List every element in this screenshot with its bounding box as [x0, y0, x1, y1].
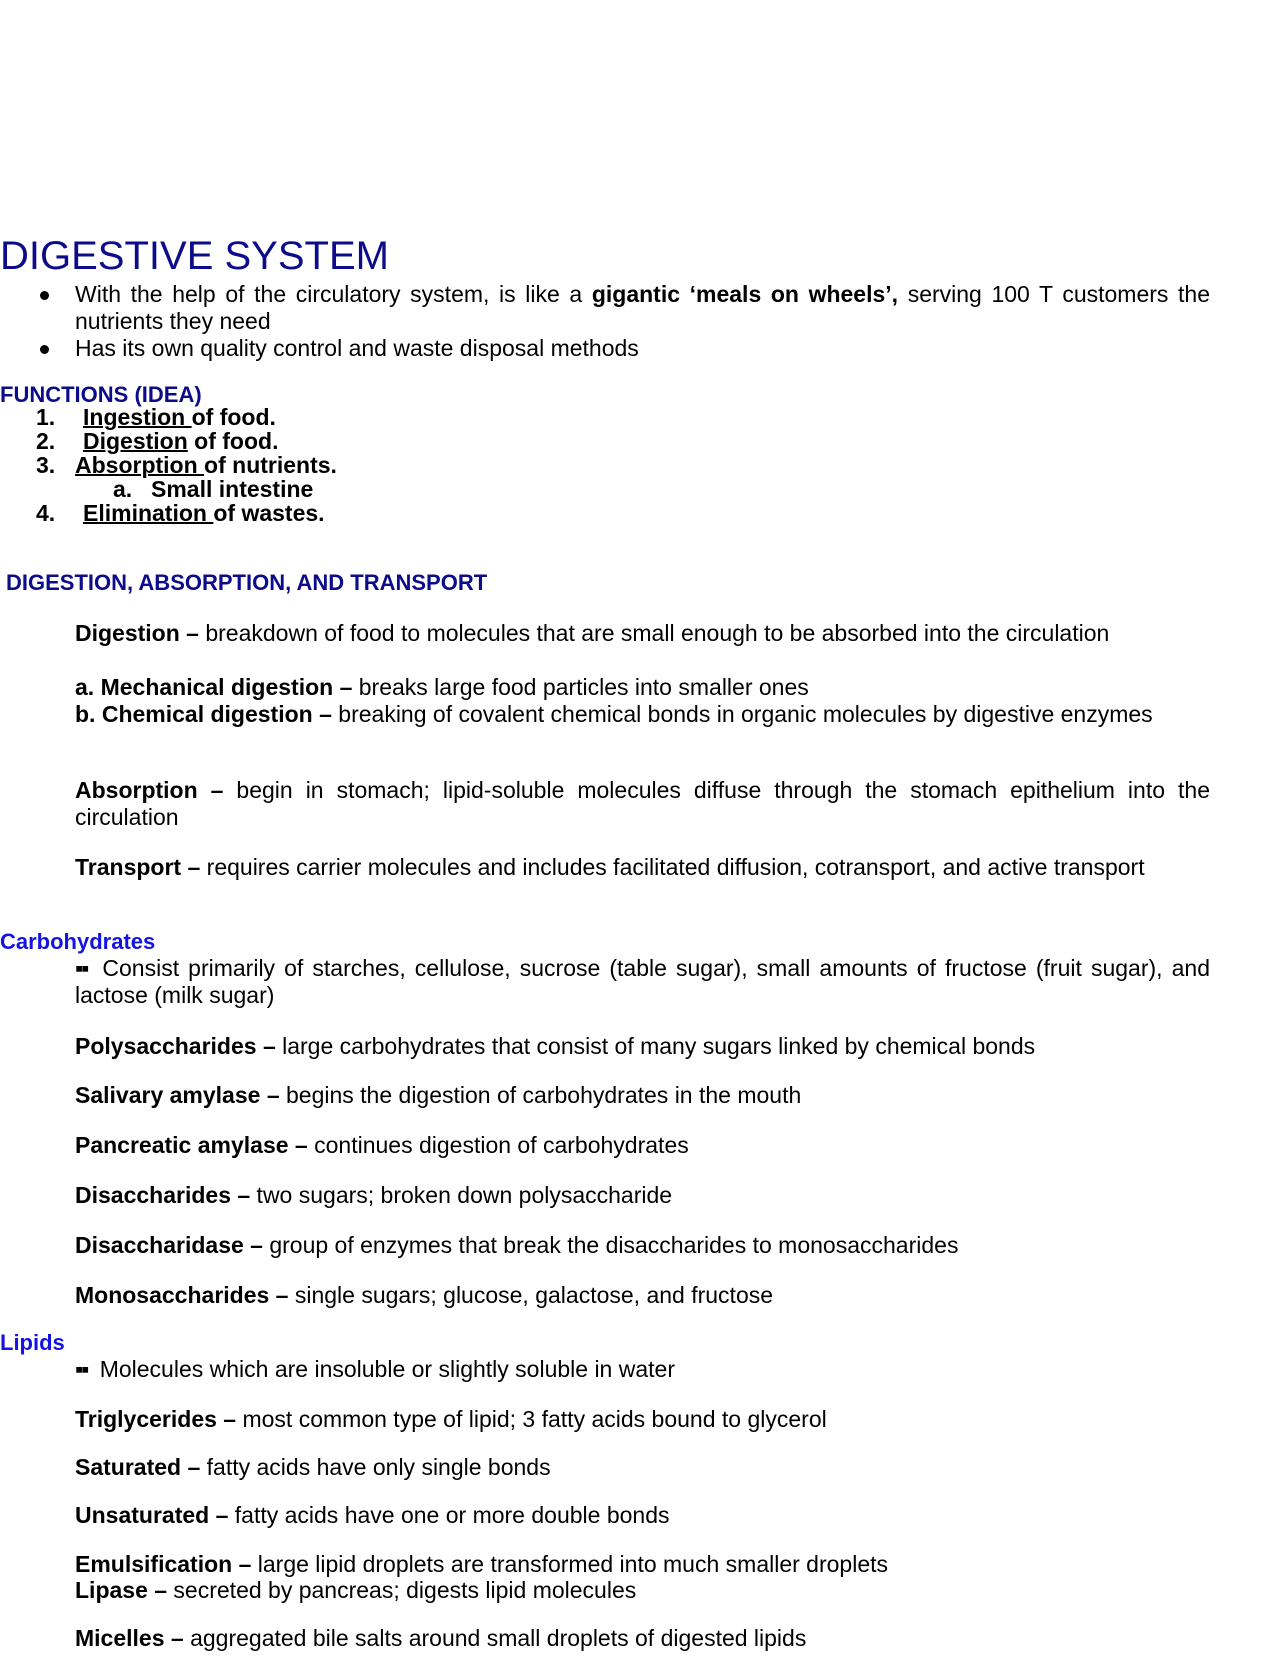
definition-disaccharides: Disaccharides – two sugars; broken down polysaccharide — [75, 1182, 673, 1208]
definition-unsaturated: Unsaturated – fatty acids have one or more double bonds — [75, 1502, 670, 1528]
definition-triglycerides: Triglycerides – most common type of lipid; 3 fatty acids bound to glycerol — [75, 1406, 827, 1432]
definition-micelles: Micelles – aggregated bile salts around small droplets of digested lipids — [75, 1625, 807, 1651]
definition-emulsification: Emulsification – large lipid droplets are transformed into much smaller droplets — [75, 1551, 888, 1577]
definition-lipase: Lipase – secreted by pancreas; digests lipid molecules — [75, 1577, 637, 1603]
definition-polysaccharides: Polysaccharides – large carbohydrates that consist of many sugars linked by chemical bonds — [75, 1033, 1036, 1059]
digestion-absorption-transport-heading: DIGESTION, ABSORPTION, AND TRANSPORT — [6, 570, 488, 595]
carbohydrates-bullet: ▪▪ Consist primarily of starches, cellulose, sucrose (table sugar), small amounts of fructose (fruit sugar), and lactose (milk sugar) — [75, 955, 1210, 1008]
definition-digestion: Digestion – breakdown of food to molecules that are small enough to be absorbed into the circulation — [75, 620, 1110, 646]
intro-bullet-list — [0, 281, 1210, 362]
definition-chemical-digestion: b. Chemical digestion – breaking of covalent chemical bonds in organic molecules by digestive enzymes — [75, 701, 1153, 727]
intro-bullet: Has its own quality control and waste disposal methods — [0, 335, 1210, 362]
definition-monosaccharides: Monosaccharides – single sugars; glucose, galactose, and fructose — [75, 1282, 774, 1308]
definition-transport: Transport – requires carrier molecules and includes facilitated diffusion, cotransport, and active transport — [75, 854, 1145, 880]
definition-pancreatic-amylase: Pancreatic amylase – continues digestion of carbohydrates — [75, 1132, 689, 1158]
intro-bullet: With the help of the circulatory system, is like a gigantic ‘meals on wheels’, serving 100 T customers the nutrients they need — [0, 281, 1210, 335]
definition-absorption: Absorption – begin in stomach; lipid-soluble molecules diffuse through the stomach epithelium into the circulation — [75, 777, 1210, 830]
definition-salivary-amylase: Salivary amylase – begins the digestion of carbohydrates in the mouth — [75, 1082, 802, 1108]
document-page: DIGESTIVE SYSTEM With the help of the circulatory system, is like a gigantic ‘meals on wheels’, serving 100 T customers the nutrients they need Has its own quality control and waste disposal methods FUNCTIONS (IDEA) 1. Ingestion of food. 2. Digestion of food. 3. Absorption of nutrients. a. Small intestine 4. Elimination of wastes. DIGESTION, ABSORPTION, AND TRANSPORT Digestion – breakdown of food to molecules that are small enough to be absorbed into the circulation a. Mechanical digestion – breaks large food particles into smaller ones b. Chemical digestion – breaking of covalent chemical bonds in organic molecules by digestive enzymes Absorption – begin in stomach; lipid-soluble molecules diffuse through the stomach epithelium into the circulation Transport – requires carrier molecules and includes facilitated diffusion, cotransport, and active transport Carbohydrates ▪▪ Consist primarily of starches, cellulose, sucrose (table sugar), small amounts of fructose (fruit sugar), and lactose (milk sugar) Polysaccharides – large carbohydrates that consist of many sugars linked by chemical bonds Salivary amylase – begins the digestion of carbohydrates in the mouth Pancreatic amylase – continues digestion of carbohydrates Disaccharides – two sugars; broken down polysaccharide Disaccharidase – group of enzymes that break the disaccharides to monosaccharides Monosaccharides – single sugars; glucose, galactose, and fructose Lipids ▪▪ Molecules which are insoluble or slightly soluble in water Triglycerides – most common type of lipid; 3 fatty acids bound to glycerol Saturated – fatty acids have only single bonds Unsaturated – fatty acids have one or more double bonds Emulsification – large lipid droplets are transformed into much smaller droplets Lipase – secreted by pancreas; digests lipid molecules Micelles – aggregated bile salts around small droplets of digested lipids — [0, 234, 1211, 1651]
definition-saturated: Saturated – fatty acids have only single bonds — [75, 1454, 551, 1480]
definition-disaccharidase: Disaccharidase – group of enzymes that break the disaccharides to monosaccharides — [75, 1232, 959, 1258]
lipids-bullet: ▪▪ Molecules which are insoluble or slightly soluble in water — [75, 1356, 675, 1382]
square-bullet-icon: ▪▪ — [75, 955, 88, 981]
definition-mechanical-digestion: a. Mechanical digestion – breaks large food particles into smaller ones — [75, 674, 809, 700]
carbohydrates-heading: Carbohydrates — [0, 929, 156, 954]
functions-heading: FUNCTIONS (IDEA) — [0, 382, 202, 407]
square-bullet-icon: ▪▪ — [75, 1356, 88, 1382]
lipids-heading: Lipids — [0, 1330, 65, 1355]
page-title: DIGESTIVE SYSTEM — [0, 234, 389, 278]
